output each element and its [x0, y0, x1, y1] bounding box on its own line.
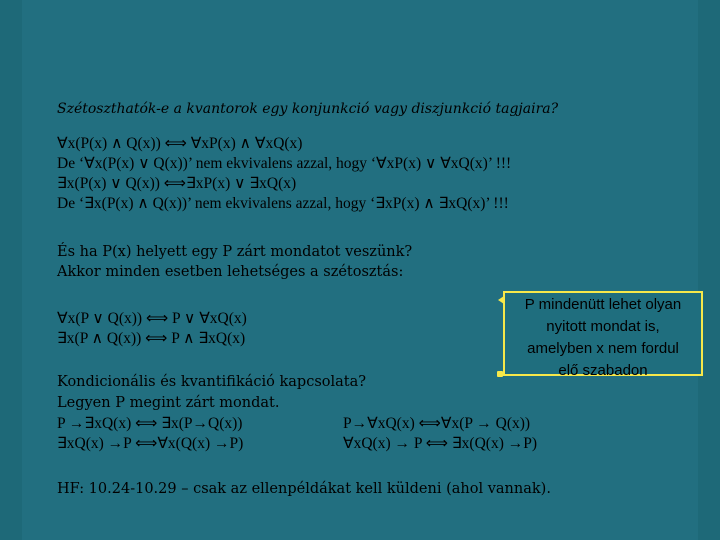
rule-universal-disjunction-note: De ‘∀x(P(x) ∨ Q(x))’ nem ekvivalens azzal, hogy ‘∀xP(x) ∨ ∀xQ(x)’ !!! — [57, 155, 512, 172]
rule-closed-existential: ∃x(P ∧ Q(x)) ⟺ P ∧ ∃xQ(x) — [57, 330, 246, 347]
rule-conditional-right-1: P→∀xQ(x) ⟺∀x(P → Q(x)) — [343, 415, 531, 432]
rule-closed-universal: ∀x(P ∨ Q(x)) ⟺ P ∨ ∀xQ(x) — [57, 310, 247, 327]
rule-conditional-right-2: ∀xQ(x) → P ⟺ ∃x(Q(x) →P) — [343, 435, 538, 452]
question-title: Szétoszthatók-e a kvantorok egy konjunkció vagy diszjunkció tagjaira? — [57, 101, 559, 117]
homework-note: HF: 10.24-10.29 – csak az ellenpéldákat kell küldeni (ahol vannak). — [57, 481, 551, 497]
callout-line: elő szabadon — [558, 362, 648, 379]
callout-line: nyitott mondat is, — [546, 318, 660, 335]
conditional-question: Kondicionális és kvantifikáció kapcsolata? — [57, 374, 367, 390]
conditional-premise: Legyen P megint zárt mondat. — [57, 395, 280, 411]
rule-existential-disjunction: ∃x(P(x) ∨ Q(x)) ⟺∃xP(x) ∨ ∃xQ(x) — [57, 175, 297, 192]
rule-universal-conjunction: ∀x(P(x) ∧ Q(x)) ⟺ ∀xP(x) ∧ ∀xQ(x) — [57, 135, 303, 152]
callout-line: amelyben x nem fordul — [527, 340, 679, 357]
rule-conditional-left-1: P →∃xQ(x) ⟺ ∃x(P→Q(x)) — [57, 415, 243, 432]
closed-sentence-question: És ha P(x) helyett egy P zárt mondatot veszünk? — [57, 244, 413, 260]
callout-handle — [497, 371, 503, 377]
closed-sentence-answer: Akkor minden esetben lehetséges a szétosztás: — [57, 264, 404, 280]
callout-line: P mindenütt lehet olyan — [524, 296, 682, 313]
rule-conditional-left-2: ∃xQ(x) →P ⟺∀x(Q(x) →P) — [57, 435, 244, 452]
callout-box — [503, 291, 703, 379]
rule-existential-conjunction-note: De ‘∃x(P(x) ∧ Q(x))’ nem ekvivalens azzal, hogy ‘∃xP(x) ∧ ∃xQ(x)’ !!! — [57, 195, 509, 212]
